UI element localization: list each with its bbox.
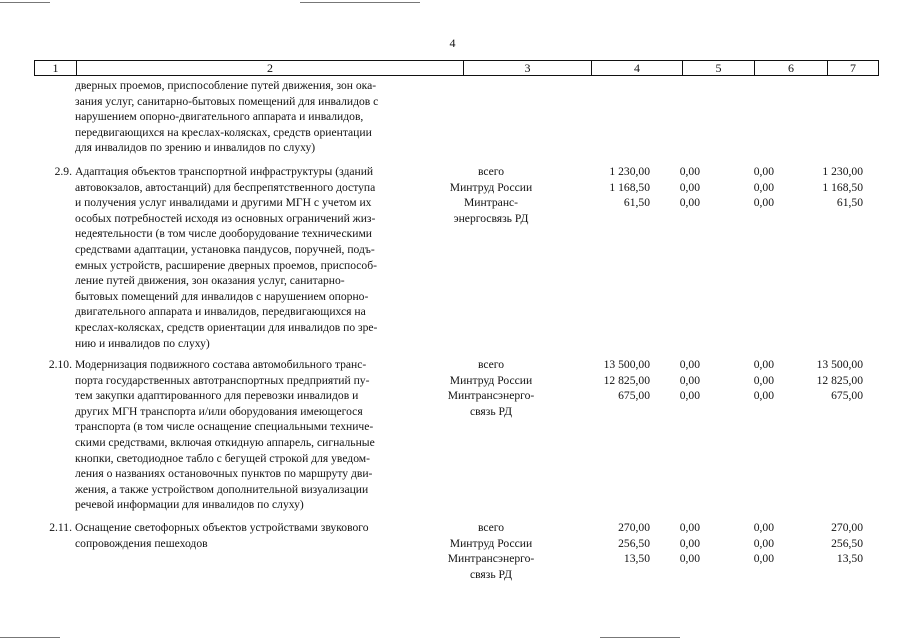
text-line: и получения услуг инвалидами и другими МГН с учетом их	[75, 196, 372, 210]
text-line: тем закупки адаптированного для перевозки инвалидов и	[75, 389, 359, 403]
text-line: двигательного аппарата и инвалидов, передвигающихся на	[75, 305, 366, 319]
value-cell: 0,00	[753, 373, 774, 387]
text-line: нию и инвалидов по слуху)	[75, 336, 210, 350]
col4-values	[554, 520, 650, 567]
source-line: Минтруд России	[449, 180, 533, 194]
text-line: Модернизация подвижного состава автомобильного транс-	[75, 358, 367, 371]
col6-values	[720, 357, 774, 404]
value-cell: 270,00	[618, 521, 650, 534]
value-cell: 61,50	[836, 196, 863, 210]
value-cell: 12 825,00	[816, 373, 863, 387]
value-cell: 0,00	[753, 196, 774, 210]
col7-values	[776, 164, 863, 211]
text-line: дверных проемов, приспособление путей движения, зон ока-	[75, 79, 377, 92]
source-line: всего	[477, 358, 505, 371]
page-number: 4	[449, 36, 456, 50]
text-line: автовокзалов, автостанций) для беспрепятственного доступа	[75, 180, 376, 194]
continuation-text	[75, 78, 457, 156]
source-line: Минтранс-	[463, 196, 519, 210]
row-description	[75, 520, 457, 551]
value-cell: 0,00	[679, 521, 700, 534]
col7-values	[776, 520, 863, 567]
text-line: бытовых помещений для инвалидов с нарушением опорно-	[75, 289, 369, 303]
col7-values	[776, 357, 863, 404]
value-cell: 0,00	[753, 358, 774, 371]
value-cell: 1 168,50	[609, 180, 650, 194]
text-line: передвигающихся на креслах-колясках, средств ориентации	[75, 125, 372, 139]
header-col-7: 7	[827, 61, 878, 75]
value-cell: 1 230,00	[822, 165, 863, 178]
value-cell: 0,00	[679, 373, 700, 387]
text-line: Оснащение светофорных объектов устройствами звукового	[75, 521, 369, 534]
value-cell: 0,00	[753, 180, 774, 194]
scan-artifact	[600, 637, 680, 638]
value-cell: 675,00	[618, 389, 650, 403]
source-line: Минтрансэнерго-	[447, 389, 535, 403]
text-line: скими средствами, включая откидную аппарель, сигнальные	[75, 435, 375, 449]
col6-values	[720, 520, 774, 567]
row-sources	[428, 520, 554, 582]
scan-artifact	[300, 2, 420, 3]
text-line: кнопки, светодиодное табло с бегущей строкой для уведом-	[75, 451, 370, 465]
header-col-2: 2	[76, 61, 463, 75]
value-cell: 256,50	[618, 536, 650, 550]
value-cell: 0,00	[679, 165, 700, 178]
value-cell: 13,50	[623, 552, 650, 566]
value-cell: 61,50	[623, 196, 650, 210]
value-cell: 0,00	[679, 196, 700, 210]
text-line: особых потребностей исходя из основных ограничений жиз-	[75, 211, 376, 225]
col5-values	[648, 164, 700, 211]
value-cell: 0,00	[753, 521, 774, 534]
source-line: связь РД	[469, 567, 513, 581]
value-cell: 12 825,00	[603, 373, 650, 387]
row-sources	[428, 357, 554, 419]
scan-artifact	[0, 2, 50, 3]
text-line: сопровождения пешеходов	[75, 536, 208, 550]
header-col-5: 5	[682, 61, 754, 75]
value-cell: 0,00	[679, 180, 700, 194]
value-cell: 675,00	[831, 389, 863, 403]
header-col-4: 4	[591, 61, 682, 75]
value-cell: 0,00	[679, 358, 700, 371]
header-col-6: 6	[754, 61, 827, 75]
col4-values	[554, 164, 650, 211]
row-number: 2.11.	[49, 521, 72, 534]
value-cell: 1 230,00	[609, 165, 650, 178]
text-line: ление путей движения, зон оказания услуг, санитарно-	[75, 274, 345, 288]
header-col-3: 3	[463, 61, 591, 75]
value-cell: 0,00	[679, 389, 700, 403]
value-cell: 0,00	[753, 536, 774, 550]
table-header	[34, 60, 879, 76]
value-cell: 0,00	[679, 536, 700, 550]
value-cell: 1 168,50	[822, 180, 863, 194]
text-line: других МГН транспорта и/или оборудования имеющегося	[75, 404, 363, 418]
text-line: зания услуг, санитарно-бытовых помещений для инвалидов с	[75, 94, 379, 108]
col5-values	[648, 520, 700, 567]
text-line: ления о названиях остановочных пунктов по маршруту дви-	[75, 467, 373, 481]
value-cell: 13 500,00	[603, 358, 650, 371]
text-line: Адаптация объектов транспортной инфраструктуры (зданий	[75, 165, 374, 178]
text-line: средствами адаптации, установка пандусов, поручней, подъ-	[75, 242, 375, 256]
source-line: Минтруд России	[449, 536, 533, 550]
value-cell: 0,00	[753, 552, 774, 566]
col4-values	[554, 357, 650, 404]
row-number: 2.9.	[54, 165, 72, 178]
row-description	[75, 357, 457, 513]
text-line: порта государственных автотранспортных предприятий пу-	[75, 373, 370, 387]
value-cell: 256,50	[831, 536, 863, 550]
source-line: всего	[477, 521, 505, 534]
text-line: для инвалидов по зрению и инвалидов по слуху)	[75, 141, 316, 155]
row-description	[75, 164, 457, 351]
row-sources	[428, 164, 554, 226]
row-number: 2.10.	[48, 358, 72, 371]
value-cell: 270,00	[831, 521, 863, 534]
text-line: нарушением опорно-двигательного аппарата и инвалидов,	[75, 110, 364, 124]
source-line: Минтрансэнерго-	[447, 552, 535, 566]
source-line: всего	[477, 165, 505, 178]
value-cell: 13,50	[836, 552, 863, 566]
source-line: Минтруд России	[449, 373, 533, 387]
col6-values	[720, 164, 774, 211]
text-line: недеятельности (в том числе дооборудование техническими	[75, 227, 373, 241]
value-cell: 0,00	[753, 165, 774, 178]
scan-artifact	[0, 637, 60, 638]
source-line: связь РД	[469, 404, 513, 418]
value-cell: 0,00	[753, 389, 774, 403]
source-line: энергосвязь РД	[453, 211, 529, 225]
text-line: креслах-колясках, средств ориентации для инвалидов по зре-	[75, 320, 378, 334]
value-cell: 0,00	[679, 552, 700, 566]
text-line: жения, а также устройством дополнительной визуализации	[75, 482, 369, 496]
text-line: емных устройств, расширение дверных проемов, приспособ-	[75, 258, 377, 272]
text-line: транспорта (в том числе оснащение специальными техниче-	[75, 420, 374, 434]
text-line: речевой информации для инвалидов по слуху)	[75, 498, 304, 512]
header-col-1: 1	[52, 61, 59, 75]
value-cell: 13 500,00	[816, 358, 863, 371]
col5-values	[648, 357, 700, 404]
